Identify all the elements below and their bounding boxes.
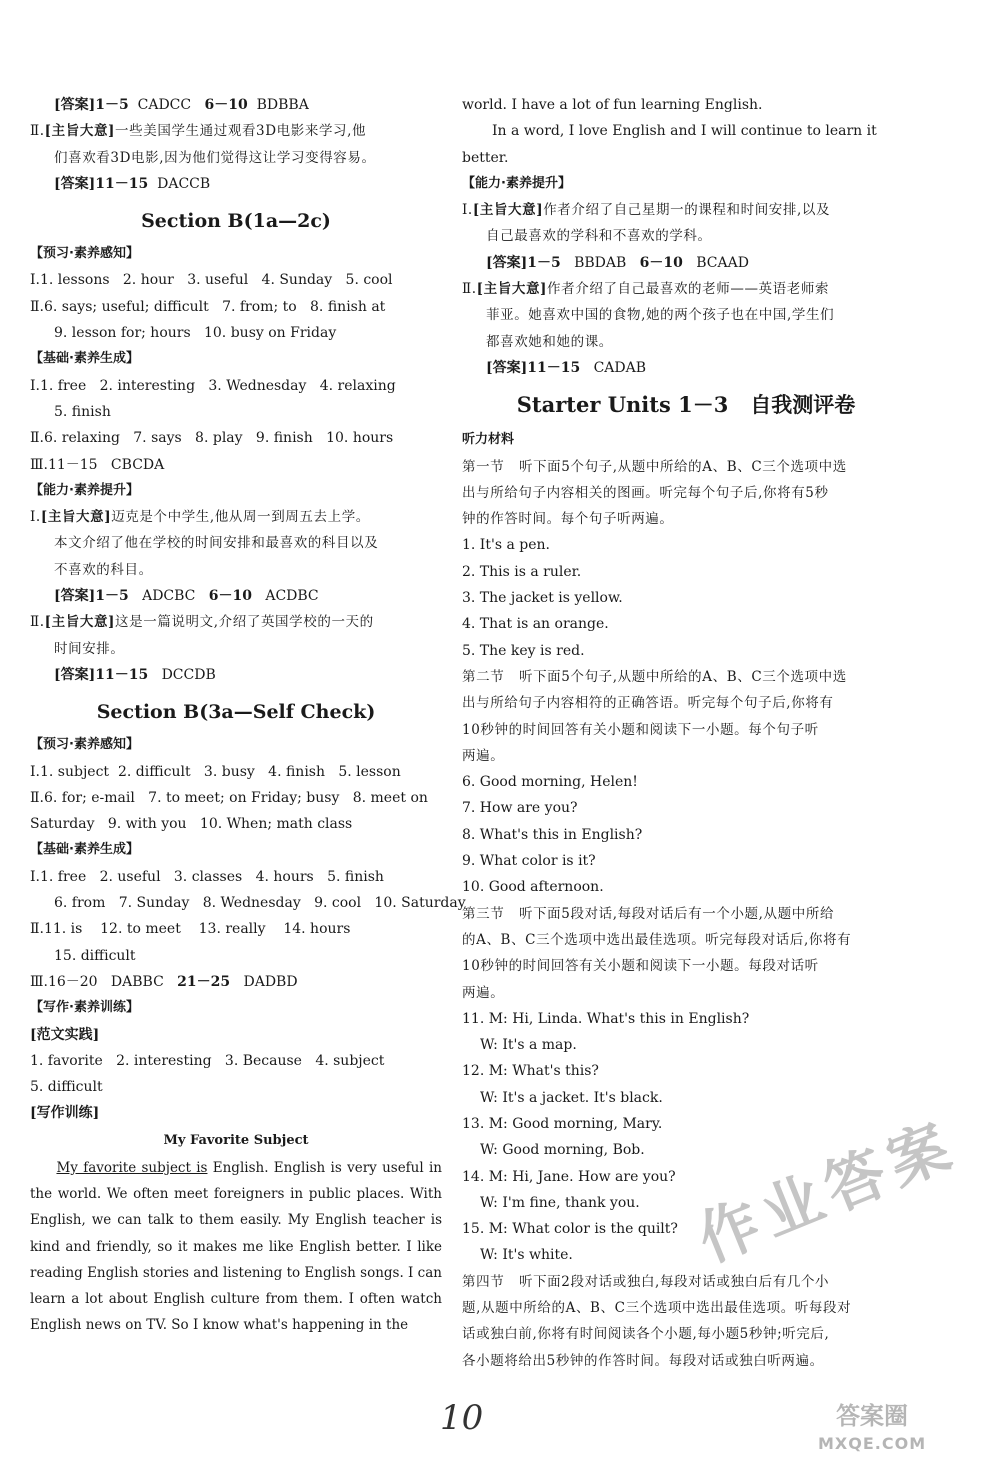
page-number: 10 [440, 1398, 484, 1438]
left-column [30, 92, 466, 1339]
left-line-26: Saturday 9. with you 10. When; math class [30, 816, 353, 833]
right-line-24: 两遍。 [462, 747, 505, 764]
left-line-17: 不喜欢的科目。 [54, 561, 153, 578]
right-line-23: 10秒钟的时间回答有关小题和阅读下一小题。每个句子听 [462, 721, 819, 738]
left-line-4: Section B(1a—2c) [141, 210, 331, 233]
right-line-40: 14. M: Hi, Jane. How are you? [462, 1168, 676, 1185]
right-line-46: 话或独白前,你将有时间阅读各个小题,每小题5秒钟;听完后, [462, 1326, 830, 1343]
left-line-6: Ⅰ.1. lessons 2. hour 3. useful 4. Sunday 5. cool [30, 272, 393, 289]
right-line-32: 10秒钟的时间回答有关小题和阅读下一小题。每段对话听 [462, 958, 819, 975]
left-line-13: Ⅲ.11－15 CBCDA [30, 456, 165, 473]
right-line-31: 的A、B、C三个选项中选出最佳选项。听完每段对话后,你将有 [462, 931, 852, 948]
right-line-8: 菲亚。她喜欢中国的食物,她的两个孩子也在中国,学生们 [486, 307, 835, 324]
left-line-16: 本文介绍了他在学校的时间安排和最喜欢的科目以及 [54, 535, 379, 552]
right-line-22: 出与所给句子内容相符的正确答语。听完每个句子后,你将有 [462, 695, 834, 712]
left-line-23: 【预习·素养感知】 [30, 737, 139, 753]
left-line-29: 6. from 7. Sunday 8. Wednesday 9. cool 10. Saturday [54, 895, 466, 912]
right-line-29: 10. Good afternoon. [462, 879, 604, 896]
right-line-0: world. I have a lot of fun learning English. [462, 97, 763, 113]
left-line-5: 【预习·素养感知】 [30, 246, 139, 262]
handwritten-watermark: 作业答案 [688, 1109, 968, 1277]
logo-text: 答案圈 [836, 1402, 909, 1430]
left-line-15: Ⅰ.[主旨大意]迈克是个中学生,他从周一到周五去上学。 [30, 509, 370, 526]
right-line-4: Ⅰ.[主旨大意]作者介绍了自己星期一的课程和时间安排,以及 [462, 202, 831, 219]
right-line-6: [答案]1－5 BBDAB 6－10 BCAAD [486, 254, 749, 271]
right-line-7: Ⅱ.[主旨大意]作者介绍了自己最喜欢的老师——英语老师索 [462, 281, 830, 298]
left-line-12: Ⅱ.6. relaxing 7. says 8. play 9. finish 10. hours [30, 430, 394, 447]
right-line-38: 13. M: Good morning, Mary. [462, 1115, 663, 1132]
left-line-19: Ⅱ.[主旨大意]这是一篇说明文,介绍了英国学校的一天的 [30, 614, 374, 631]
right-line-35: W: It's a map. [480, 1037, 577, 1054]
left-line-38: My Favorite Subject [163, 1132, 309, 1148]
left-line-7: Ⅱ.6. says; useful; difficult 7. from; to 8. finish at [30, 298, 386, 315]
left-line-30: Ⅱ.11. is 12. to meet 13. really 14. hours [30, 921, 351, 938]
right-line-11: Starter Units 1－3 自我测评卷 [516, 392, 856, 418]
right-line-13: 第一节 听下面5个句子,从题中所给的A、B、C三个选项中选 [462, 458, 847, 475]
right-line-3: 【能力·素养提升】 [462, 175, 571, 191]
right-line-37: W: It's a jacket. It's black. [480, 1089, 663, 1106]
right-line-28: 9. What color is it? [462, 853, 596, 870]
left-line-22: Section B(3a—Self Check) [96, 701, 376, 724]
right-line-9: 都喜欢她和她的课。 [486, 333, 613, 350]
left-line-8: 9. lesson for; hours 10. busy on Friday [54, 325, 337, 342]
left-line-37: [写作训练] [30, 1105, 100, 1122]
right-line-21: 第二节 听下面5个句子,从题中所给的A、B、C三个选项中选 [462, 668, 847, 685]
right-line-45: 题,从题中所给的A、B、C三个选项中选出最佳选项。听每段对 [462, 1300, 852, 1317]
right-line-36: 12. M: What's this? [462, 1063, 599, 1080]
left-line-32: Ⅲ.16－20 DABBC 21－25 DADBD [30, 973, 298, 990]
logo-url: MXQE.COM [818, 1434, 927, 1453]
left-line-31: 15. difficult [54, 947, 136, 964]
right-line-47: 各小题将给出5秒钟的作答时间。每段对话或独白听两遍。 [462, 1352, 824, 1369]
left-line-39: My favorite subject is English. English is very useful in the world. We often meet foreigners in public places. With English, we can talk to them easily. My English teacher is kind and friendly, so it makes me like English better. I like reading English stories and listening to English songs. I can learn a lot about English culture from them. I often watch English news on TV. So I know what's happening in the [30, 1159, 442, 1334]
right-line-39: W: Good morning, Bob. [480, 1142, 645, 1159]
right-line-16: 1. It's a pen. [462, 537, 550, 554]
right-line-1: In a word, I love English and I will continue to learn it [492, 123, 877, 140]
left-line-9: 【基础·素养生成】 [30, 351, 139, 367]
right-line-20: 5. The key is red. [462, 642, 585, 659]
left-line-21: [答案]11－15 DCCDB [54, 666, 216, 683]
left-line-18: [答案]1－5 ADCBC 6－10 ACDBC [54, 588, 319, 605]
right-line-10: [答案]11－15 CADAB [486, 359, 647, 376]
right-line-43: W: It's white. [480, 1247, 573, 1264]
left-line-27: 【基础·素养生成】 [30, 842, 139, 858]
right-line-14: 出与所给句子内容相关的图画。听完每个句子后,你将有5秒 [462, 484, 829, 501]
right-line-12: 听力材料 [462, 432, 515, 448]
left-line-11: 5. finish [54, 403, 111, 420]
right-line-41: W: I'm fine, thank you. [480, 1194, 640, 1211]
left-line-14: 【能力·素养提升】 [30, 482, 139, 498]
right-line-34: 11. M: Hi, Linda. What's this in English? [462, 1010, 750, 1027]
right-line-5: 自己最喜欢的学科和不喜欢的学科。 [486, 228, 712, 245]
right-line-15: 钟的作答时间。每个句子听两遍。 [462, 511, 674, 528]
right-line-33: 两遍。 [462, 984, 505, 1001]
right-line-42: 15. M: What color is the quilt? [462, 1221, 678, 1238]
left-line-28: Ⅰ.1. free 2. useful 3. classes 4. hours 5. finish [30, 868, 384, 885]
left-line-33: 【写作·素养训练】 [30, 1000, 139, 1016]
right-line-26: 7. How are you? [462, 800, 578, 817]
right-line-19: 4. That is an orange. [462, 616, 609, 633]
right-line-17: 2. This is a ruler. [462, 563, 582, 580]
left-line-1: Ⅱ.[主旨大意]一些美国学生通过观看3D电影来学习,他 [30, 123, 367, 140]
right-line-27: 8. What's this in English? [462, 826, 643, 843]
left-line-35: 1. favorite 2. interesting 3. Because 4. subject [30, 1052, 385, 1069]
left-line-24: Ⅰ.1. subject 2. difficult 3. busy 4. finish 5. lesson [30, 763, 401, 780]
left-line-25: Ⅱ.6. for; e-mail 7. to meet; on Friday; busy 8. meet on [30, 789, 428, 806]
right-line-18: 3. The jacket is yellow. [462, 590, 623, 607]
left-line-36: 5. difficult [30, 1079, 103, 1096]
left-line-0: [答案]1－5 CADCC 6－10 BDBBA [54, 97, 309, 113]
left-line-20: 时间安排。 [54, 640, 125, 657]
right-line-44: 第四节 听下面2段对话或独白,每段对话或独白后有几个小 [462, 1273, 830, 1290]
right-line-2: better. [462, 149, 509, 166]
left-line-10: Ⅰ.1. free 2. interesting 3. Wednesday 4. relaxing [30, 377, 396, 394]
right-line-30: 第三节 听下面5段对话,每段对话后有一个小题,从题中所给 [462, 905, 835, 922]
site-logo [818, 1402, 926, 1458]
left-line-2: 们喜欢看3D电影,因为他们觉得这让学习变得容易。 [54, 149, 376, 166]
right-line-25: 6. Good morning, Helen! [462, 774, 638, 791]
left-line-34: [范文实践] [30, 1026, 100, 1043]
left-line-3: [答案]11－15 DACCB [54, 175, 211, 192]
